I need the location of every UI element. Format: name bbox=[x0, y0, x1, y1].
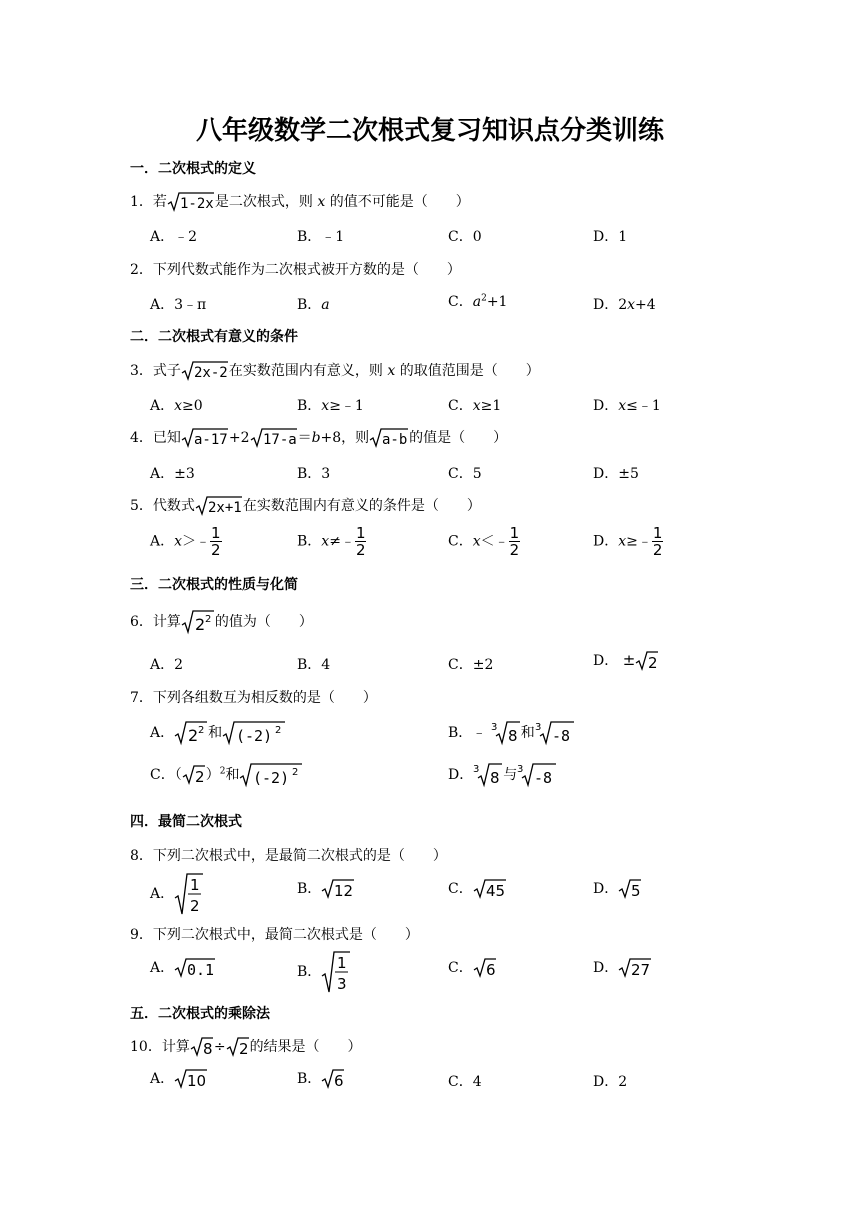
svg-text:-8: -8 bbox=[534, 769, 553, 787]
q1-option-a[interactable]: A．﹣2 bbox=[150, 229, 198, 245]
q10-option-c[interactable]: C．4 bbox=[448, 1074, 482, 1090]
svg-text:3: 3 bbox=[490, 722, 498, 733]
svg-text:2: 2 bbox=[194, 615, 206, 634]
section-heading-properties: 三．二次根式的性质与化简 bbox=[130, 577, 298, 593]
svg-text:2: 2 bbox=[292, 767, 299, 778]
radical-expression bbox=[226, 1036, 250, 1058]
q8-option-a[interactable]: A． 1 2 bbox=[150, 872, 204, 916]
svg-text:0.1: 0.1 bbox=[187, 961, 215, 979]
svg-text:(-2): (-2) bbox=[236, 727, 273, 745]
page-title: 八年级数学二次根式复习知识点分类训练 bbox=[195, 116, 664, 146]
q7-option-b[interactable]: B．﹣ 3 8 和 3 -8 bbox=[448, 720, 575, 746]
svg-text:5: 5 bbox=[631, 882, 641, 900]
section-heading-definition: 一．二次根式的定义 bbox=[130, 161, 256, 177]
svg-text:3: 3 bbox=[534, 722, 542, 733]
q7-option-c[interactable]: C．（ 2 ）$^2$和 (-2) 2 bbox=[150, 762, 303, 788]
svg-text:8: 8 bbox=[490, 769, 500, 787]
question-6: 6．计算 2 2 的值为（ ） bbox=[130, 609, 313, 635]
q2-option-d[interactable]: D．2x+4 bbox=[593, 297, 656, 313]
svg-text:2: 2 bbox=[190, 897, 200, 915]
radical-expression bbox=[181, 360, 229, 382]
fraction: $\frac{1}{2}$ bbox=[355, 524, 366, 559]
radical-expression bbox=[473, 957, 497, 979]
svg-text:3: 3 bbox=[473, 764, 480, 775]
question-2: 2．下列代数式能作为二次根式被开方数的是（ ） bbox=[130, 262, 461, 278]
svg-text:6: 6 bbox=[334, 1072, 344, 1090]
radical-expression bbox=[239, 762, 303, 788]
radical-expression bbox=[321, 1068, 345, 1090]
q9-option-a[interactable]: A． 0.1 bbox=[150, 957, 216, 979]
radical-expression bbox=[174, 720, 208, 746]
svg-text:1-2x: 1-2x bbox=[179, 196, 214, 212]
q9-option-d[interactable]: D． 27 bbox=[593, 957, 652, 979]
q6-option-c[interactable]: C．±2 bbox=[448, 657, 494, 673]
q1-option-b[interactable]: B．﹣1 bbox=[297, 229, 345, 245]
svg-text:2: 2 bbox=[198, 725, 205, 736]
q10-option-b[interactable]: B． 6 bbox=[297, 1068, 345, 1090]
svg-text:27: 27 bbox=[631, 961, 651, 979]
svg-text:10: 10 bbox=[187, 1072, 207, 1090]
q3-option-a[interactable]: A．x≥0 bbox=[150, 398, 203, 414]
q7-option-a[interactable]: A． 2 2 和 (-2) 2 bbox=[150, 720, 286, 746]
svg-text:2: 2 bbox=[194, 768, 205, 786]
question-9: 9．下列二次根式中，最简二次根式是（ ） bbox=[130, 927, 419, 943]
cube-root-expression bbox=[517, 762, 557, 788]
svg-text:-8: -8 bbox=[551, 727, 570, 745]
svg-text:a-b: a-b bbox=[382, 432, 408, 448]
svg-text:8: 8 bbox=[507, 727, 518, 745]
q4-option-b[interactable]: B．3 bbox=[297, 466, 331, 482]
cube-root-expression bbox=[491, 720, 521, 746]
q6-option-d[interactable]: D． ± 2 bbox=[593, 651, 658, 672]
q4-option-c[interactable]: C．5 bbox=[448, 466, 482, 482]
svg-text:3: 3 bbox=[517, 764, 524, 775]
question-10: 10．计算 8 ÷ 2 的结果是（ ） bbox=[130, 1036, 362, 1058]
svg-text:2: 2 bbox=[188, 726, 199, 745]
svg-text:1: 1 bbox=[337, 954, 347, 972]
question-8: 8．下列二次根式中，是最简二次根式的是（ ） bbox=[130, 848, 447, 864]
svg-text:2: 2 bbox=[275, 725, 282, 736]
radical-expression bbox=[195, 495, 243, 517]
section-heading-conditions: 二．二次根式有意义的条件 bbox=[130, 329, 298, 345]
fraction: $\frac{1}{2}$ bbox=[211, 524, 221, 559]
svg-text:2: 2 bbox=[204, 614, 212, 625]
q3-option-b[interactable]: B．x≥﹣1 bbox=[297, 398, 364, 414]
section-heading-simplest-radical: 四．最简二次根式 bbox=[130, 814, 242, 830]
q5-option-b[interactable]: B．x≠﹣ $\frac{1}{2}$ bbox=[297, 524, 366, 559]
radical-expression bbox=[321, 878, 355, 900]
radical-expression bbox=[250, 427, 298, 449]
fraction: $\frac{1}{2}$ bbox=[509, 524, 520, 559]
q8-option-b[interactable]: B． 12 bbox=[297, 878, 355, 900]
radical-expression bbox=[618, 957, 652, 979]
svg-text:a-17: a-17 bbox=[193, 432, 228, 448]
radical-expression bbox=[182, 764, 206, 786]
radical-expression bbox=[181, 427, 229, 449]
radical-expression bbox=[222, 720, 286, 746]
radical-expression bbox=[174, 1068, 208, 1090]
svg-text:45: 45 bbox=[485, 882, 505, 900]
q6-option-a[interactable]: A．2 bbox=[150, 657, 184, 673]
svg-text:(-2): (-2) bbox=[253, 769, 290, 787]
svg-text:12: 12 bbox=[334, 882, 354, 900]
radical-expression bbox=[635, 650, 659, 672]
svg-text:3: 3 bbox=[337, 975, 347, 993]
question-5: 5．代数式 2x+1 在实数范围内有意义的条件是（ ） bbox=[130, 495, 481, 517]
radical-expression bbox=[190, 1036, 214, 1058]
q4-option-d[interactable]: D．±5 bbox=[593, 466, 639, 482]
q6-option-b[interactable]: B．4 bbox=[297, 657, 331, 673]
radical-expression bbox=[473, 878, 507, 900]
question-4: 4．已知 a-17 +2 17-a ＝b+8，则 a-b 的值是（ ） bbox=[130, 427, 507, 449]
question-7: 7．下列各组数互为相反数的是（ ） bbox=[130, 690, 377, 706]
svg-text:8: 8 bbox=[202, 1040, 213, 1058]
fraction: $\frac{1}{2}$ bbox=[652, 524, 663, 559]
q9-option-c[interactable]: C． 6 bbox=[448, 957, 497, 979]
q8-option-d[interactable]: D． 5 bbox=[593, 878, 642, 900]
q2-option-b[interactable]: B．a bbox=[297, 297, 330, 313]
q2-option-c[interactable]: C．$a^2+1$ bbox=[448, 293, 508, 310]
radical-expression bbox=[369, 427, 409, 449]
svg-text:17-a: 17-a bbox=[262, 432, 297, 448]
cube-root-expression bbox=[535, 720, 575, 746]
q5-option-d[interactable]: D．x≥﹣ $\frac{1}{2}$ bbox=[593, 524, 663, 559]
q1-option-d[interactable]: D．1 bbox=[593, 229, 628, 245]
question-3: 3．式子 2x-2 在实数范围内有意义，则 x 的取值范围是（ ） bbox=[130, 360, 540, 382]
q10-option-d[interactable]: D．2 bbox=[593, 1074, 628, 1090]
q4-option-a[interactable]: A．±3 bbox=[150, 466, 195, 482]
q9-option-b[interactable]: B． 1 3 bbox=[297, 950, 351, 994]
radical-fraction bbox=[174, 872, 204, 916]
q5-option-a[interactable]: A．x＞﹣ $\frac{1}{2}$ bbox=[150, 524, 221, 559]
svg-text:2x-2: 2x-2 bbox=[193, 365, 228, 381]
q3-option-c[interactable]: C．x≥1 bbox=[448, 398, 502, 414]
svg-text:6: 6 bbox=[485, 961, 496, 979]
q7-option-d[interactable]: D． 3 8 与 3 -8 bbox=[448, 762, 557, 788]
radical-expression bbox=[174, 957, 216, 979]
svg-text:2: 2 bbox=[648, 654, 658, 672]
q2-option-a[interactable]: A．3﹣π bbox=[150, 297, 207, 313]
q1-option-c[interactable]: C．0 bbox=[448, 229, 482, 245]
cube-root-expression bbox=[473, 762, 503, 788]
radical-expression bbox=[167, 191, 215, 213]
svg-text:1: 1 bbox=[190, 876, 200, 894]
q8-option-c[interactable]: C． 45 bbox=[448, 878, 507, 900]
radical-expression bbox=[618, 878, 642, 900]
question-1: 1．若 1-2x 是二次根式，则 x 的值不可能是（ ） bbox=[130, 191, 470, 213]
q5-option-c[interactable]: C．x＜﹣ $\frac{1}{2}$ bbox=[448, 524, 520, 559]
q3-option-d[interactable]: D．x≤﹣1 bbox=[593, 398, 661, 414]
svg-text:2x+1: 2x+1 bbox=[207, 500, 242, 516]
section-heading-multiply-divide: 五．二次根式的乘除法 bbox=[130, 1006, 270, 1022]
svg-text:2: 2 bbox=[238, 1040, 249, 1058]
radical-fraction bbox=[321, 950, 351, 994]
q10-option-a[interactable]: A． 10 bbox=[150, 1068, 208, 1090]
radical-expression bbox=[181, 609, 215, 635]
